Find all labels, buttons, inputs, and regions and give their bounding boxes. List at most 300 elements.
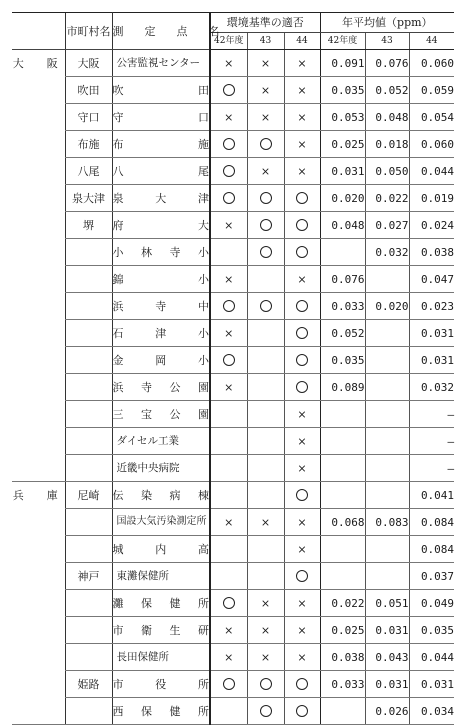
avg-year-header: 42年度 [320,33,365,50]
municipality-cell [65,698,112,725]
cross-mark-icon: × [297,434,307,448]
cross-mark-icon: × [297,596,307,610]
cross-mark-icon: × [224,623,234,637]
env-standard-cell [210,320,247,347]
circle-mark-icon [296,327,308,339]
cross-mark-icon: × [260,596,271,610]
env-standard-cell [210,509,247,536]
municipality-cell [65,617,112,644]
env-standard-cell [210,590,247,617]
env-standard-header: 環境基準の適否 [210,13,320,33]
annual-average-cell: 0.084 [409,509,454,536]
annual-average-cell: 0.033 [320,293,365,320]
env-standard-cell [247,320,284,347]
annual-average-cell: 0.051 [365,590,409,617]
annual-average-cell: 0.023 [409,293,454,320]
env-standard-cell [247,185,284,212]
annual-average-cell [320,536,365,563]
env-standard-cell [210,77,247,104]
data-table [12,12,454,725]
env-standard-cell [210,131,247,158]
env-standard-cell [247,671,284,698]
cross-mark-icon: × [260,110,271,124]
annual-average-cell: — [409,428,454,455]
circle-mark-icon [223,678,235,690]
site-name-cell: 市 衛 生 研 [112,617,210,644]
env-standard-cell [247,239,284,266]
site-name-cell: 浜 寺 公 園 [112,374,210,401]
annual-average-cell: 0.033 [320,671,365,698]
annual-average-cell: 0.076 [365,50,409,77]
env-standard-cell [284,671,320,698]
municipality-header: 市町村名 [65,13,112,50]
annual-average-cell: 0.084 [409,536,454,563]
cross-mark-icon: × [297,623,307,637]
municipality-cell [65,509,112,536]
table-row [12,212,454,239]
annual-average-cell: 0.035 [320,347,365,374]
annual-average-cell: 0.038 [320,644,365,671]
env-standard-cell [210,563,247,590]
prefecture-cell [12,77,65,104]
annual-average-cell: 0.038 [409,239,454,266]
cross-mark-icon: × [224,56,234,70]
circle-mark-icon [296,300,308,312]
annual-average-cell: 0.032 [409,374,454,401]
env-standard-cell [284,401,320,428]
cross-mark-icon: × [260,650,271,664]
annual-average-cell: 0.076 [320,266,365,293]
cross-mark-icon: × [297,272,307,286]
site-name-cell: 公害監視センター [112,50,210,77]
municipality-cell: 尼崎 [65,482,112,509]
env-standard-cell [247,617,284,644]
annual-average-cell [320,563,365,590]
circle-mark-icon [296,354,308,366]
env-standard-cell [210,293,247,320]
prefecture-cell [12,239,65,266]
annual-average-cell [320,698,365,725]
annual-average-cell: 0.024 [409,212,454,239]
annual-average-cell: 0.068 [320,509,365,536]
env-standard-cell [284,455,320,482]
table-row [12,320,454,347]
annual-average-cell: — [409,455,454,482]
env-year-header: 44 [284,33,320,50]
env-standard-cell [284,644,320,671]
env-standard-cell [284,374,320,401]
site-name-cell: 八 尾 [112,158,210,185]
annual-average-cell: 0.041 [409,482,454,509]
env-standard-cell [284,50,320,77]
site-name-cell: 浜 寺 中 [112,293,210,320]
annual-average-cell: 0.049 [409,590,454,617]
env-standard-cell [247,77,284,104]
annual-average-cell: 0.020 [365,293,409,320]
env-standard-cell [247,266,284,293]
annual-average-cell: 0.044 [409,644,454,671]
prefecture-cell [12,401,65,428]
prefecture-header [12,13,65,50]
annual-average-cell [365,455,409,482]
env-year-header: 43 [247,33,284,50]
site-name-cell: 伝 染 病 棟 [112,482,210,509]
municipality-cell [65,239,112,266]
table-row [12,374,454,401]
cross-mark-icon: × [224,515,234,529]
circle-mark-icon [223,300,235,312]
prefecture-cell [12,131,65,158]
prefecture-cell [12,698,65,725]
annual-average-cell: 0.031 [320,158,365,185]
annual-average-cell: 0.026 [365,698,409,725]
annual-average-cell: 0.032 [365,239,409,266]
env-standard-cell [247,482,284,509]
annual-average-cell: 0.047 [409,266,454,293]
env-standard-cell [247,536,284,563]
annual-average-header: 年平均値（ppm） [320,13,454,33]
circle-mark-icon [260,192,272,204]
prefecture-cell [12,212,65,239]
annual-average-cell: 0.022 [365,185,409,212]
site-name-cell: 石 津 小 [112,320,210,347]
annual-average-cell: 0.031 [409,671,454,698]
env-standard-cell [247,590,284,617]
municipality-cell [65,401,112,428]
table-row [12,185,454,212]
env-standard-cell [284,104,320,131]
cross-mark-icon: × [297,137,307,151]
prefecture-cell [12,563,65,590]
table-row [12,671,454,698]
annual-average-cell [365,401,409,428]
annual-average-cell: 0.019 [409,185,454,212]
table-row [12,266,454,293]
env-standard-cell [247,509,284,536]
annual-average-cell: 0.089 [320,374,365,401]
table-row [12,482,454,509]
env-standard-cell [284,77,320,104]
site-name-cell: 布 施 [112,131,210,158]
env-standard-cell [210,158,247,185]
site-name-cell: 東灘保健所 [112,563,210,590]
annual-average-cell: 0.035 [409,617,454,644]
site-name-cell: 錦 小 [112,266,210,293]
circle-mark-icon [296,246,308,258]
env-standard-cell [210,482,247,509]
table-row [12,509,454,536]
prefecture-cell [12,266,65,293]
env-standard-cell [210,428,247,455]
annual-average-cell: 0.043 [365,644,409,671]
annual-average-cell: 0.053 [320,104,365,131]
municipality-cell: 吹田 [65,77,112,104]
cross-mark-icon: × [224,272,234,286]
prefecture-cell [12,509,65,536]
prefecture-cell [12,347,65,374]
env-standard-cell [210,644,247,671]
env-standard-cell [210,185,247,212]
table-row [12,563,454,590]
env-standard-cell [210,698,247,725]
site-name-cell: 小 林 寺 小 [112,239,210,266]
municipality-cell: 守口 [65,104,112,131]
annual-average-cell: 0.022 [320,590,365,617]
annual-average-cell: 0.037 [409,563,454,590]
env-standard-cell [210,239,247,266]
env-standard-cell [210,536,247,563]
annual-average-cell: 0.044 [409,158,454,185]
env-standard-cell [210,104,247,131]
env-standard-cell [247,374,284,401]
cross-mark-icon: × [260,515,271,529]
env-standard-cell [247,563,284,590]
circle-mark-icon [260,705,272,717]
municipality-cell [65,347,112,374]
prefecture-cell [12,320,65,347]
municipality-cell [65,428,112,455]
env-standard-cell [284,239,320,266]
env-standard-cell [247,347,284,374]
prefecture-cell [12,374,65,401]
env-standard-cell [284,293,320,320]
cross-mark-icon: × [297,461,307,475]
cross-mark-icon: × [224,326,234,340]
circle-mark-icon [223,138,235,150]
env-standard-cell [284,482,320,509]
municipality-cell: 堺 [65,212,112,239]
env-standard-cell [284,266,320,293]
prefecture-cell [12,617,65,644]
circle-mark-icon [223,192,235,204]
cross-mark-icon: × [260,83,271,97]
table-row [12,158,454,185]
circle-mark-icon [296,489,308,501]
annual-average-cell: 0.060 [409,50,454,77]
env-standard-cell [247,401,284,428]
cross-mark-icon: × [224,110,234,124]
site-header: 測 定 点 名 [112,13,210,50]
annual-average-cell [365,536,409,563]
header-row [12,13,454,33]
cross-mark-icon: × [297,407,307,421]
annual-average-cell: 0.048 [320,212,365,239]
cross-mark-icon: × [224,650,234,664]
env-standard-cell [210,347,247,374]
env-standard-cell [284,158,320,185]
env-standard-cell [210,455,247,482]
env-standard-cell [284,536,320,563]
avg-year-header: 43 [365,33,409,50]
env-standard-cell [284,428,320,455]
env-standard-cell [284,509,320,536]
prefecture-cell [12,455,65,482]
env-standard-cell [210,266,247,293]
prefecture-cell [12,293,65,320]
env-standard-cell [210,671,247,698]
table-row [12,698,454,725]
cross-mark-icon: × [224,218,234,232]
municipality-cell [65,644,112,671]
municipality-cell [65,536,112,563]
circle-mark-icon [223,354,235,366]
site-name-cell: 吹 田 [112,77,210,104]
table-row [12,347,454,374]
annual-average-cell [320,455,365,482]
env-standard-cell [284,185,320,212]
annual-average-cell: 0.060 [409,131,454,158]
municipality-cell [65,374,112,401]
annual-average-cell [365,482,409,509]
table-row [12,428,454,455]
annual-average-cell: 0.031 [365,617,409,644]
annual-average-cell: 0.048 [365,104,409,131]
table-row [12,401,454,428]
municipality-cell [65,266,112,293]
annual-average-cell: 0.050 [365,158,409,185]
annual-average-cell: 0.025 [320,131,365,158]
cross-mark-icon: × [260,623,271,637]
site-name-cell: 守 口 [112,104,210,131]
annual-average-cell: 0.054 [409,104,454,131]
env-standard-cell [247,455,284,482]
annual-average-cell [365,563,409,590]
site-name-cell: 近畿中央病院 [112,455,210,482]
prefecture-cell [12,158,65,185]
annual-average-cell: 0.052 [365,77,409,104]
site-name-cell: 泉 大 津 [112,185,210,212]
prefecture-cell: 兵 庫 [12,488,64,502]
annual-average-cell: 0.059 [409,77,454,104]
table-row [12,50,454,77]
env-standard-cell [284,320,320,347]
circle-mark-icon [260,246,272,258]
municipality-cell [65,320,112,347]
env-standard-cell [284,590,320,617]
annual-average-cell: 0.052 [320,320,365,347]
circle-mark-icon [223,84,235,96]
annual-average-cell: 0.091 [320,50,365,77]
env-standard-cell [247,158,284,185]
cross-mark-icon: × [224,380,234,394]
annual-average-cell: 0.083 [365,509,409,536]
annual-average-cell: 0.031 [409,347,454,374]
table-row [12,239,454,266]
annual-average-cell [365,347,409,374]
prefecture-cell [12,104,65,131]
circle-mark-icon [296,219,308,231]
env-standard-cell [284,347,320,374]
cross-mark-icon: × [297,515,307,529]
circle-mark-icon [260,300,272,312]
circle-mark-icon [260,138,272,150]
prefecture-cell [12,590,65,617]
site-name-cell: 長田保健所 [112,644,210,671]
prefecture-cell: 大 阪 [12,56,64,70]
cross-mark-icon: × [297,56,307,70]
circle-mark-icon [223,165,235,177]
cross-mark-icon: × [297,164,307,178]
env-standard-cell [284,563,320,590]
annual-average-cell [365,266,409,293]
municipality-cell: 布施 [65,131,112,158]
municipality-cell: 泉大津 [65,185,112,212]
env-standard-cell [247,698,284,725]
annual-average-cell [320,482,365,509]
municipality-cell: 神戸 [65,563,112,590]
circle-mark-icon [260,678,272,690]
site-name-cell: 国設大気汚染測定所 [112,509,210,536]
prefecture-cell [12,185,65,212]
avg-year-header: 44 [409,33,454,50]
site-name-cell: 三 宝 公 園 [112,401,210,428]
table-row [12,536,454,563]
env-standard-cell [284,617,320,644]
circle-mark-icon [296,381,308,393]
env-standard-cell [284,131,320,158]
env-standard-cell [210,401,247,428]
prefecture-cell [12,644,65,671]
table-row [12,293,454,320]
circle-mark-icon [296,570,308,582]
annual-average-cell: 0.025 [320,617,365,644]
cross-mark-icon: × [260,56,271,70]
annual-average-cell: 0.027 [365,212,409,239]
env-year-header: 42年度 [210,33,247,50]
env-standard-cell [210,50,247,77]
site-name-cell: 府 大 [112,212,210,239]
env-standard-cell [247,104,284,131]
municipality-cell [65,455,112,482]
annual-average-cell [365,428,409,455]
env-standard-cell [210,212,247,239]
site-name-cell: ダイセル工業 [112,428,210,455]
circle-mark-icon [296,705,308,717]
municipality-cell [65,293,112,320]
cross-mark-icon: × [297,83,307,97]
prefecture-cell [12,536,65,563]
municipality-cell [65,590,112,617]
env-standard-cell [284,212,320,239]
table-row [12,131,454,158]
annual-average-cell [320,428,365,455]
table-row [12,455,454,482]
cross-mark-icon: × [297,542,307,556]
municipality-cell: 大阪 [65,50,112,77]
cross-mark-icon: × [297,110,307,124]
annual-average-cell [365,320,409,347]
cross-mark-icon: × [297,650,307,664]
annual-average-cell: — [409,401,454,428]
annual-average-cell: 0.020 [320,185,365,212]
env-standard-cell [247,212,284,239]
annual-average-cell: 0.034 [409,698,454,725]
annual-average-cell [320,239,365,266]
site-name-cell: 金 岡 小 [112,347,210,374]
annual-average-cell [365,374,409,401]
site-name-cell: 西 保 健 所 [112,698,210,725]
prefecture-cell [12,671,65,698]
circle-mark-icon [296,678,308,690]
site-name-cell: 城 内 高 [112,536,210,563]
site-name-cell: 市 役 所 [112,671,210,698]
env-standard-cell [247,428,284,455]
annual-average-cell: 0.031 [409,320,454,347]
annual-average-cell: 0.018 [365,131,409,158]
env-standard-cell [247,131,284,158]
table-row [12,590,454,617]
env-standard-cell [284,698,320,725]
